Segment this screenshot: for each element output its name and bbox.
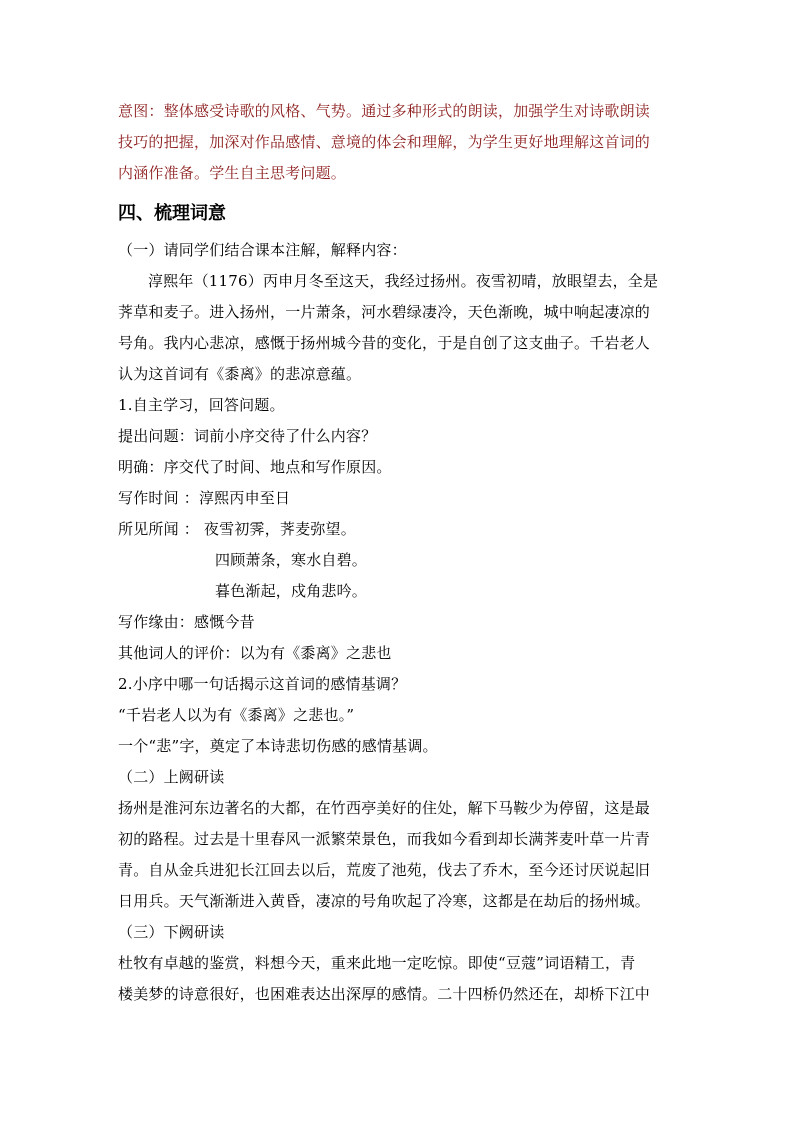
q1-question: 提出问题：词前小序交待了什么内容？ — [118, 427, 377, 445]
q2-quote: “千岩老人以为有《黍离》之悲也。” — [118, 706, 355, 724]
intent-paragraph — [118, 96, 678, 189]
writing-reason-line: 写作缘由：感慨今昔 — [118, 613, 255, 631]
q2-answer: 一个“悲”字，奠定了本诗悲切伤感的感情基调。 — [118, 737, 438, 755]
part3-line: 杜牧有卓越的鉴赏，料想今天，重来此地一定吃惊。即使“豆蔻”词语精工，青 — [118, 954, 636, 972]
q2-title: 2.小序中哪一句话揭示这首词的感情基调？ — [118, 675, 407, 693]
part2-line: 扬州是淮河东边著名的大都，在竹西亭美好的住处，解下马鞍少为停留，这是最 — [118, 799, 651, 817]
intent-line: 技巧的把握，加深对作品感情、意境的体会和理解，为学生更好地理解这首词的 — [118, 133, 651, 151]
translation-line: 号角。我内心悲凉，感慨于扬州城今昔的变化，于是自创了这支曲子。千岩老人 — [118, 334, 651, 352]
writing-time-line: 写作时间 ：淳熙丙申至日 — [118, 489, 291, 507]
part2-line: 初的路程。过去是十里春风一派繁荣景色，而我如今看到却长满荠麦叶草一片青 — [118, 830, 651, 848]
seen-heard-line: 四顾萧条，寒水自碧。 — [215, 551, 368, 569]
q1-title: 1.自主学习，回答问题。 — [118, 396, 285, 414]
translation-line: 认为这首词有《黍离》的悲凉意蕴。 — [118, 365, 362, 383]
seen-heard-line: 所见所闻 ： 夜雪初霁，荠麦弥望。 — [118, 520, 356, 538]
part2-section — [118, 762, 678, 917]
translation-line: 淳熙年（1176）丙申月冬至这天，我经过扬州。夜雪初晴，放眼望去，全是 — [148, 272, 659, 290]
seen-heard-line: 暮色渐起，戍角悲吟。 — [215, 582, 368, 600]
part2-title: （二）上阙研读 — [118, 768, 225, 786]
part3-section — [118, 917, 678, 1010]
section-heading: 四、梳理词意 — [118, 203, 226, 224]
intent-line: 内涵作准备。学生自主思考问题。 — [118, 164, 347, 182]
part2-line: 日用兵。天气渐渐进入黄昏，凄凉的号角吹起了冷寒，这都是在劫后的扬州城。 — [118, 892, 651, 910]
intent-line: 意图：整体感受诗歌的风格、气势。通过多种形式的朗读，加强学生对诗歌朗读 — [118, 102, 651, 120]
evaluation-line: 其他词人的评价：以为有《黍离》之悲也 — [118, 644, 392, 662]
part2-line: 青。自从金兵进犯长江回去以后，荒废了池苑，伐去了乔木，至今还讨厌说起旧 — [118, 861, 651, 879]
part3-line: 楼美梦的诗意很好，也困难表达出深厚的感情。二十四桥仍然还在，却桥下江中 — [118, 985, 651, 1003]
q1-answer: 明确：序交代了时间、地点和写作原因。 — [118, 458, 392, 476]
part1-section — [118, 235, 678, 762]
part1-title: （一）请同学们结合课本注解，解释内容： — [118, 241, 407, 259]
document-page — [118, 96, 678, 1010]
part3-title: （三）下阙研读 — [118, 923, 225, 941]
translation-line: 荠草和麦子。进入扬州，一片萧条，河水碧绿凄冷，天色渐晚，城中响起凄凉的 — [118, 303, 651, 321]
